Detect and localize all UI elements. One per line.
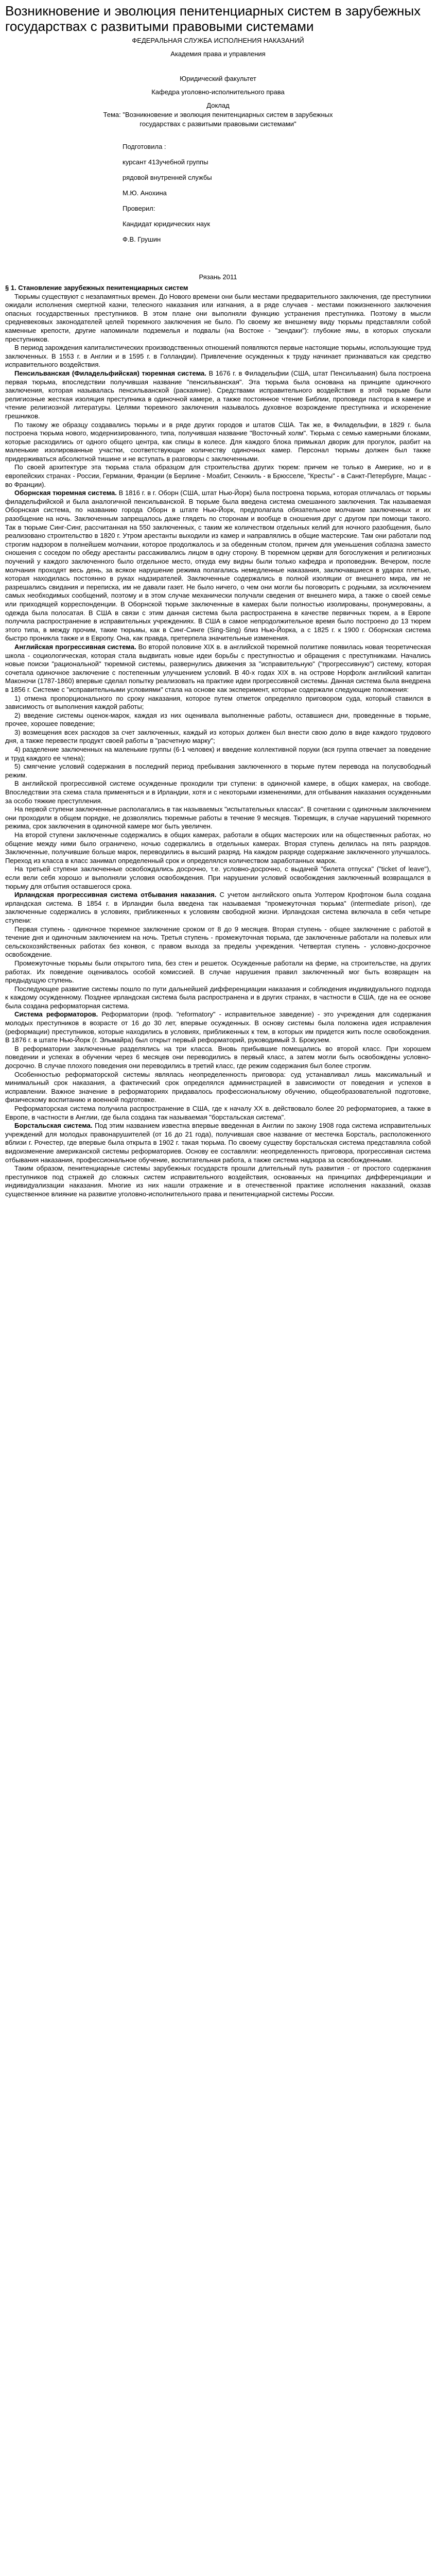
list-item: 3) возмещения всех расходов за счет заключенных, каждый из которых должен был внести свою долю в виде каждого трудового дня, а также перевести продукт своей работы в "расчетную марку"; xyxy=(5,728,431,745)
document-title: Возникновение и эволюция пенитенциарных систем в зарубежных государствах с развитыми правовыми системами xyxy=(5,3,421,34)
checker-degree: Кандидат юридических наук xyxy=(123,220,211,228)
paragraph: По такому же образцу создавались тюрьмы и в ряде других городов и штатов США. Так же, в Филадельфии, в 1829 г. была построена тюрьма нового, модернизированного, типа, получившая название "Восточный холм". Тюрьма с семью камерными блоками, которые расходились от одного общего центра, как спицы в колесе. Для каждого блока примыкал дворик для прогулок, разбит на маленькие изолированные участки, соответствующие количеству одиночных камер. Персонал тюрьмы должен был также придерживаться абсолютной тишине и не вступать в разговоры с заключенными. xyxy=(5,420,431,463)
paragraph xyxy=(5,489,431,643)
paragraph xyxy=(5,1010,431,1044)
list-item: 2) введение системы оценок-марок, каждая из них оценивала выполненные работы, оставшиеся дни, проведенные в тюрьме, прочее, хорошее поведение; xyxy=(5,711,431,728)
system-heading: Система реформаторов. xyxy=(14,1010,98,1019)
paragraph: Реформаторская система получила распространение в США, где к началу XX в. действовало более 20 реформаториев, а также в Европе, в частности в Англии, где была создана так называемая "борстальская система". xyxy=(5,1105,431,1121)
paragraph: В реформатории заключенные разделялись на три класса. Вновь прибывшие помещались во второй класс. При хорошем поведении и успехах в обучении через 6 месяцев они переводились в первый класс, а затем могли быть освобождены условно-досрочно. В случае плохого поведения они переводились в третий класс, где режим содержания был более строгим. xyxy=(5,1044,431,1070)
system-heading: Ирландская прогрессивная система отбывания наказания. xyxy=(14,891,217,899)
section-heading: § 1. Становление зарубежных пенитенциарных систем xyxy=(5,284,188,292)
signature-block xyxy=(5,142,431,244)
paragraph: В английской прогрессивной системе осужденные проходили три ступени: в одиночной камере, в общих камерах, на свободе. Впоследствии эта схема стала применяться и в Ирландии, хотя и с некоторыми изменениями, для отбывания наказания осужденными за особо тяжкие преступления. xyxy=(5,779,431,805)
place-year: Рязань 2011 xyxy=(199,273,237,281)
paragraph: На первой ступени заключенные располагались в так называемых "испытательных классах". В сочетании с одиночным заключением они проходили в общем порядке, не дозволялись тюремные работы в течение 9 месяцев. Тюремщик, в случае нарушений тюремного режима, срок заключения в одиночной камере мог быть увеличен. xyxy=(5,805,431,831)
paragraph-text: В 1676 г. в Филадельфии (США, штат Пенсильвания) была построена первая тюрьма, впоследствии получившая название "пенсильванская". Эта тюрьма была основана на принципе одиночного заключения, которая называлась пенсильванской (раскаяние). Средствами исправительного воздействия в этой тюрьме были религиозные жесткая изоляция преступника в одиночной камере, а также постоянное чтение Библии, проповеди пастора в камере и чтение религиозной литературы. Целями тюремного заключения называлось духовное возрождение преступника и искоренение грешников. xyxy=(5,369,431,420)
paragraph: Тюрьмы существуют с незапамятных времен. До Нового времени они были местами предварительного заключения, где преступники ожидали исполнения смертной казни, телесного наказания или изгнания, а в ряде случаев - местами пожизненного заключения опасных государственных преступников. В этом плане они выполняли функцию устранения преступника. Поэтому в мысли средневековых законодателей целей тюремного заключения не было. По своему же внешнему виду тюрьмы представляли собой каменные крепости, другие напоминали подземелья и подвалы (на Востоке - "зендаки"): глубокие ямы, в которых спускали преступников. xyxy=(5,292,431,343)
paragraph xyxy=(5,643,431,694)
paragraph: Особенностью реформаторской системы являлась неопределенность приговора: суд устанавливал лишь максимальный и минимальный срок наказания, а фактический срок определялся администрацией в зависимости от поведения и успехов в исправлении. Важное значение в реформаториях придавалось профессиональному обучению, общеобразовательной подготовке, физическому воспитанию и военной подготовке. xyxy=(5,1070,431,1104)
paragraph-text: В 1816 г. в г. Оборн (США, штат Нью-Йорк) была построена тюрьма, которая отличалась от тюрьмы филадельфийской и была аналогичной пенсильванской. В тюрьме была введена система смешанного заключения. Так называемая Оборнская система, по названию города Оборн в штате Нью-Йорк, предполагала обязательное молчание заключенных и их разобщение на ночь. Заключенным запрещалось даже глядеть по сторонам и вообще в сношения друг с другом при помощи такого. Так в тюрьме Синг-Синг, рассчитанная на 550 заключенных, с таким же количеством отдельных келий для ночного разобщения, было реализовано строительство в 1820 г. Утром арестанты выходили из камер и направлялись в общие мастерские. Там они работали под строгим надзором в полнейшем молчании, которое продолжалось и за обеденным столом, причем для уменьшения соблазна заместо сношения с соседом по обеду арестанты рассаживались лицом в одну сторону. В тюремном церкви для богослужения и религиозных поучений у каждого заключенного было отдельное место, откуда ему видны были только кафедра и проповедник. Вечером, после молчания проходят весь день, за всякое нарушение режима полагались немедленные наказания, заключавшиеся в ударах плетью, которая находилась постоянно в руках надзирателей. Заключенные содержались в полной изоляции от внешнего мира, им не разрешались свидания и переписка, им не давали газет. Не было ничего, о чем они могли бы поговорить с родными, за исключением самых необходимых сообщений, поэтому и в этом случае механически получали сведения от внешнего мира, а также о своей семье или приходящей корреспонденции. В Оборнской тюрьме заключенные в камерах были полностью изолированы, пронумерованы, а одежда была полосатая. В США в связи с этим данная система была распространена в качестве первичных тюрем, а в Европе получила распространение в исправительных учреждениях. В США в самое непродолжительное время было построено до 13 тюрем этого типа, в между прочим, такие тюрьмы, как в Синг-Синге (Sing-Sing) близ Нью-Йорка, а с 1825 г. к 1900 г. Оборнская система быстро проникла также и в Европу. Она, как правда, претерпела значительные изменения. xyxy=(5,489,431,642)
institution-name: ФЕДЕРАЛЬНАЯ СЛУЖБА ИСПОЛНЕНИЯ НАКАЗАНИЙ xyxy=(132,37,304,44)
paragraph xyxy=(5,1122,431,1164)
paragraph: Таким образом, пенитенциарные системы зарубежных государств прошли длительный путь развития - от простого содержания преступников под стражей до сложных систем исправительного воздействия, основанных на принципах дифференциации и индивидуализации наказания. Многие из них нашли отражение и в отечественной практике исполнения наказаний, оказав существенное влияние на развитие уголовно-исполнительного права и пенитенциарной системы России. xyxy=(5,1164,431,1198)
paragraph: Промежуточные тюрьмы были открытого типа, без стен и решеток. Осужденные работали на ферме, на строительстве, на других работах. Их поведение оценивалось особой комиссией. В случае нарушения правил заключенный мог быть возвращен на предыдущую ступень. xyxy=(5,959,431,985)
paragraph-text: Во второй половине XIX в. в английской тюремной политике появилась новая теоретическая школа - социологическая, которая стала выдвигать новые идеи борьбы с преступностью и обращения с преступниками. Начались новые поиски "рациональной" тюремной системы, развернулись движения за "исправительную" ("прогрессивную") систему, которая сочетала одиночное заключение с постепенным улучшением условий. В 40-х годах XIX в. на острове Норфолк английский капитан Маконочи (1787-1860) впервые сделал попытку реализовать на практике идеи прогрессивной системы. Данная система была внедрена в 1856 г. Системе с "исправительными условиями" стала на основе как эксперимент, которые содержали следующие положения: xyxy=(5,642,431,693)
paragraph-text: С учетом английского опыта Уолтером Крофтоном была создана ирландская система. В 1854 г. в Ирландии была введена так называемая "промежуточная тюрьма" (intermediate prison), где заключенные содержались в условиях, приближенных к условиям свободной жизни. Ирландская система включала в себя четыре ступени: xyxy=(5,891,431,924)
system-heading: Оборнская тюремная система. xyxy=(14,489,117,497)
paragraph xyxy=(5,891,431,925)
paragraph-text: Под этим названием известна впервые введенная в Англии по закону 1908 года система исправительных учреждений для молодых правонарушителей (от 16 до 21 года), получившая свое название от местечка Борсталь, расположенного вблизи г. Рочестер, где впервые была открыта в 1902 г. такая тюрьма. По своему существу борстальская система представляла собой видоизменение американской системы реформаториев. Основу ее составляли: неопределенность приговора, прогрессивная система отбывания наказания, профессиональное обучение, воспитательная работа, а также система надзора за освобожденными. xyxy=(5,1122,431,1164)
prepared-label: Подготовила : xyxy=(123,143,166,150)
system-heading: Борстальская система. xyxy=(14,1122,93,1130)
checker-name: Ф.В. Грушин xyxy=(123,235,161,243)
paragraph: На второй ступени заключенные содержались в общих камерах, работали в общих мастерских или на общественных работах, но общение между ними было ограничено, ночью содержались в отдельных камерах. Вторая ступень делилась на пять разрядов. Заключенные, получившие больше марок, переводились в высший разряд. На каждом разряде содержание заключенного улучшалось. Переход из класса в класс занимал определенный срок и определялся количеством заработанных марок. xyxy=(5,831,431,865)
paragraph: На третьей ступени заключенные освобождались досрочно, т.е. условно-досрочно, с выдачей "билета отпуска" ("ticket of leave"), если вели себя хорошо и выполняли условия освобождения. При нарушении условий освобождения заключенный возвращался в тюрьму для отбытия оставшегося срока. xyxy=(5,865,431,890)
system-heading: Пенсильванская (Филадельфийская) тюремная система. xyxy=(14,369,206,377)
list-item: 4) разделение заключенных на маленькие группы (6-1 человек) и введение коллективной поруки (вся группа отвечает за поведение и труд каждого ее члена); xyxy=(5,745,431,762)
checked-label: Проверил: xyxy=(123,205,155,212)
list-item: 1) отмена пропорционального по сроку наказания, которое путем отметок определяло приговором суда, который ставился в зависимость от выполнения каждой работы; xyxy=(5,694,431,711)
student-name: М.Ю. Анохина xyxy=(123,189,167,197)
report-body xyxy=(5,284,431,1199)
academy-name: Академия права и управления xyxy=(170,50,266,58)
student-rank: рядовой внутренней службы xyxy=(123,174,212,181)
student-group: курсант 413учебной группы xyxy=(123,158,208,166)
paragraph: В период зарождения капиталистических производственных отношений появляются первые настоящие тюрьмы, использующие труд заключенных. В 1553 г. в Англии и в 1595 г. в Голландии). Привлечение осужденных к труду начинает признаваться как средство исправительного воздействия. xyxy=(5,344,431,369)
paragraph xyxy=(5,369,431,421)
faculty-name: Юридический факультет xyxy=(180,75,256,82)
paragraph: Первая ступень - одиночное тюремное заключение сроком от 8 до 9 месяцев. Вторая ступень - общее заключение с работой в течение дня и одиночным заключением на ночь. Третья ступень - промежуточная тюрьма, где заключенные работали на полевых или сельскохозяйственных работах без конвоя, с правом выхода за пределы учреждения. Четвертая ступень - условно-досрочное освобождение. xyxy=(5,925,431,959)
system-heading: Английская прогрессивная система. xyxy=(14,642,136,651)
chair-name: Кафедра уголовно-исполнительного права xyxy=(151,88,285,96)
list-item: 5) смягчение условий содержания в последний период пребывания заключенного в тюрьме путем перевода на полусвободный режим. xyxy=(5,762,431,779)
paragraph: По своей архитектуре эта тюрьма стала образцом для строительства других тюрем: причем не только в Америке, но и в европейских странах - России, Германии, Франции (в Берлине - Моабит, Сенжиль - в Брюсселе, "Кресты" - в Санкт-Петербурге, Мацас - во Франции). xyxy=(5,463,431,488)
document-type: Доклад xyxy=(206,101,230,109)
paragraph: Последующее развитие системы пошло по пути дальнейшей дифференциации наказания и соблюдения индивидуального подхода к каждому осужденному. Позднее ирландская система была распространена и в других странах, в частности в США, где на ее основе была создана реформаторная система. xyxy=(5,985,431,1010)
report-topic: Тема: "Возникновение и эволюция пенитенциарных систем в зарубежных государствах с развитыми правовыми системами" xyxy=(103,111,333,128)
title-page xyxy=(5,36,431,129)
paragraph-text: Реформатории (проф. "reformatory" - исправительное заведение) - это учреждения для содержания молодых преступников в возрасте от 16 до 30 лет, впервые осужденных. В основу системы была положена идея исправления (реформации) преступников, которые находились в условиях, приближенных к тем, в которых им придется жить после освобождения. В 1876 г. в штате Нью-Йорк (г. Эльмайра) был открыт первый реформаторий, руководимый З. Брокуэем. xyxy=(5,1010,431,1044)
